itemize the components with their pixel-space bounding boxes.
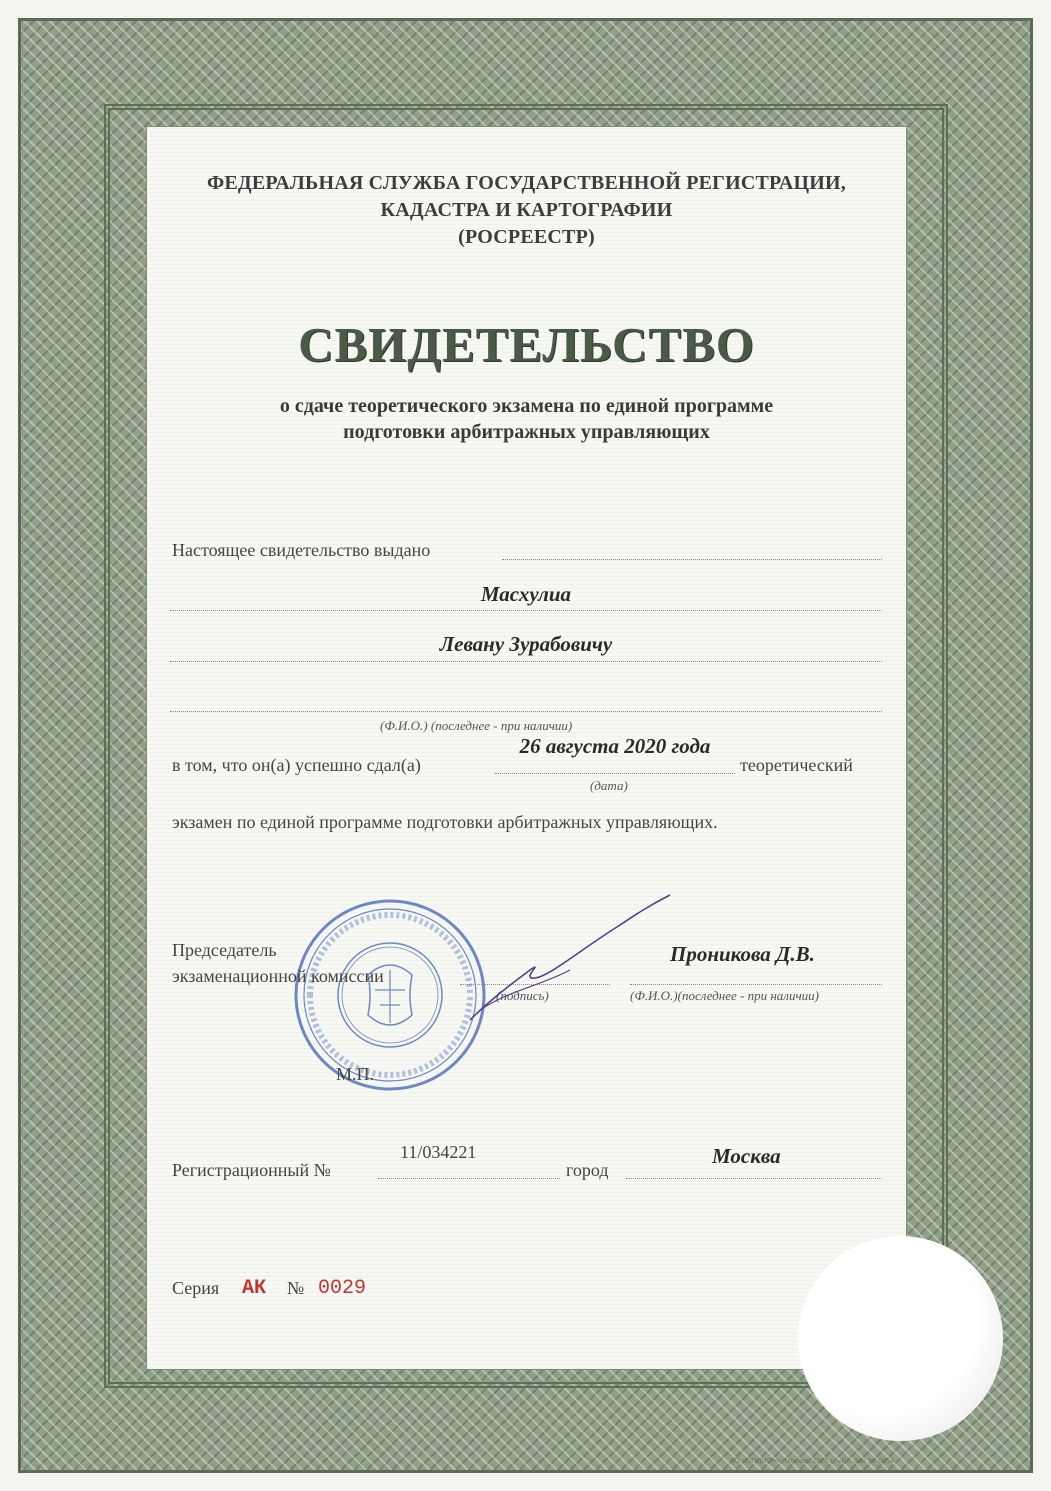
issued-to-line bbox=[502, 559, 882, 560]
registration-label: Регистрационный № bbox=[172, 1160, 331, 1180]
agency-line-1: ФЕДЕРАЛЬНАЯ СЛУЖБА ГОСУДАРСТВЕННОЙ РЕГИСТРАЦИИ, bbox=[207, 172, 846, 194]
series-label: Серия bbox=[172, 1278, 220, 1298]
agency-line-3: (РОСРЕЕСТР) bbox=[458, 226, 595, 248]
passed-line-2: экзамен по единой программе подготовки арбитражных управляющих. bbox=[172, 812, 718, 832]
stamp-mark: М.П. bbox=[336, 1064, 375, 1084]
series-number-label: № bbox=[287, 1278, 305, 1298]
series-number: 0029 bbox=[318, 1277, 367, 1300]
printer-note: АО «ОПЦИОН», Москва, 2020 г., «Б», Зак. № 0054 bbox=[730, 1458, 894, 1465]
signature-caption: (подпись) bbox=[496, 988, 549, 1003]
chairman-name: Проникова Д.В. bbox=[670, 942, 815, 966]
registration-line bbox=[378, 1178, 560, 1179]
city-label: город bbox=[566, 1160, 609, 1180]
issued-to-label: Настоящее свидетельство выдано bbox=[172, 540, 431, 560]
subtitle-line-1: о сдаче теоретического экзамена по единой программе bbox=[279, 395, 774, 417]
chairman-signature bbox=[450, 890, 680, 1030]
chairman-name-caption: (Ф.И.О.)(последнее - при наличии) bbox=[630, 988, 819, 1003]
exam-date: 26 августа 2020 года bbox=[519, 734, 711, 758]
document-title: СВИДЕТЕЛЬСТВО bbox=[298, 317, 755, 372]
hologram-sticker bbox=[798, 1236, 1003, 1441]
patronymic-line bbox=[170, 711, 882, 712]
document-subtitle bbox=[146, 393, 907, 445]
date-caption: (дата) bbox=[590, 778, 628, 793]
fio-caption: (Ф.И.О.) (последнее - при наличии) bbox=[380, 718, 573, 733]
passed-label: в том, что он(а) успешно сдал(а) bbox=[172, 755, 421, 775]
city-line bbox=[626, 1178, 882, 1179]
chairman-label-1: Председатель bbox=[172, 940, 277, 960]
surname-line bbox=[170, 610, 882, 611]
recipient-surname: Масхулиа bbox=[480, 582, 572, 606]
agency-line-2: КАДАСТРА И КАРТОГРАФИИ bbox=[380, 199, 673, 221]
name-line bbox=[170, 661, 882, 662]
passed-after-label: теоретический bbox=[740, 755, 853, 775]
city-value: Москва bbox=[712, 1144, 781, 1168]
issuing-agency bbox=[146, 170, 907, 251]
chairman-name-line bbox=[630, 984, 882, 985]
date-line bbox=[495, 773, 735, 774]
subtitle-line-2: подготовки арбитражных управляющих bbox=[343, 421, 710, 443]
chairman-label-2: экзаменационной комиссии bbox=[172, 966, 384, 986]
registration-number: 11/034221 bbox=[400, 1142, 477, 1162]
recipient-name: Левану Зурабовичу bbox=[439, 632, 613, 656]
series-code: АК bbox=[242, 1277, 267, 1300]
